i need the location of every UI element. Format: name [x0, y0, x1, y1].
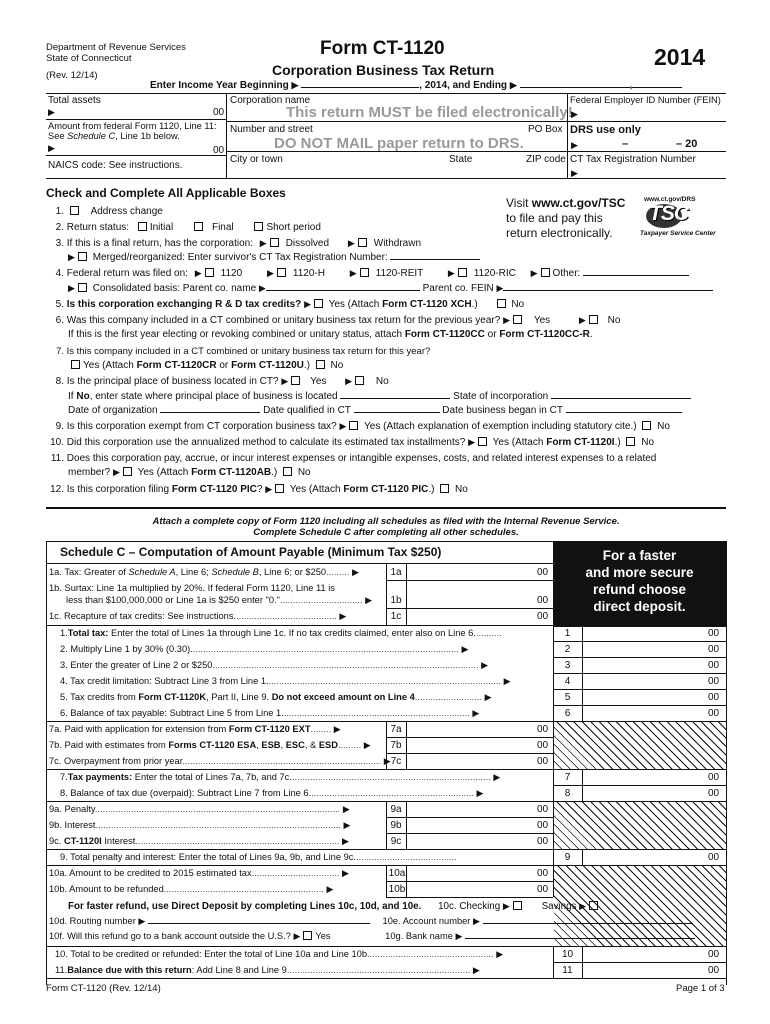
- line-11-field[interactable]: [584, 963, 704, 977]
- arrow-icon: ▶: [509, 80, 517, 90]
- line-5-cents: 00: [708, 692, 720, 703]
- savings-checkbox[interactable]: [589, 901, 598, 910]
- footer-page: Page 1 of 3: [676, 983, 725, 994]
- right-box-1: 1: [564, 628, 571, 639]
- rd-yes-checkbox[interactable]: [314, 299, 323, 308]
- income-year-label: Enter Income Year Beginning: [150, 80, 289, 91]
- line-1b-cents: 00: [537, 595, 549, 606]
- right-box-2: 2: [564, 644, 571, 655]
- dept-name: Department of Revenue Services: [46, 42, 186, 53]
- bank-name-field[interactable]: [465, 938, 695, 939]
- item-8: 8. Is the principal place of business located in CT? ▶ Yes ▶ No: [55, 376, 389, 387]
- line-9c-label: 9c. CT-1120I Interest............................................................................... ▶: [49, 836, 349, 846]
- f1120ric-checkbox[interactable]: [458, 268, 467, 277]
- state-incorporation-field[interactable]: [551, 398, 691, 399]
- corp-name-label: Corporation name: [230, 95, 311, 106]
- hatched-area: [554, 802, 726, 849]
- item-4-consol: ▶ Consolidated basis: Parent co. name ▶ Parent co. FEIN ▶: [68, 283, 713, 294]
- state-label: State: [449, 154, 473, 165]
- other-checkbox[interactable]: [541, 268, 550, 277]
- this-year-no-checkbox[interactable]: [316, 360, 325, 369]
- line-5-field[interactable]: [584, 690, 704, 704]
- line-9c-cents: 00: [537, 836, 549, 847]
- line-7c-label: 7c. Overpayment from prior year............................................................................. ▶: [49, 756, 391, 766]
- arrow-icon: ▶: [571, 140, 578, 150]
- line-10a-field[interactable]: [410, 866, 534, 880]
- total-assets-cents: 00: [213, 107, 225, 118]
- line-1b-label: 1b. Surtax: Line 1a multiplied by 20%. If federal Form 1120, Line 11 is: [49, 583, 335, 593]
- line-11-label: 11.Balance due with this return: Add Line 8 and Line 9....................................................................... ▶: [55, 965, 480, 975]
- line-9a-field[interactable]: [408, 802, 534, 816]
- item-2: 2. Return status: Initial Final Short period: [55, 222, 321, 233]
- line-9-cents: 00: [708, 852, 720, 863]
- city-label: City or town: [230, 154, 283, 165]
- line-10b-field[interactable]: [410, 882, 534, 896]
- foreign-yes-checkbox[interactable]: [303, 931, 312, 940]
- f1120reit-checkbox[interactable]: [360, 268, 369, 277]
- line-9c-field[interactable]: [408, 834, 534, 848]
- right-box-7: 7: [564, 772, 571, 783]
- arrow-icon: ▶: [291, 80, 299, 90]
- line-4-field[interactable]: [584, 674, 704, 688]
- exempt-yes-checkbox[interactable]: [349, 421, 358, 430]
- line-9-field[interactable]: [584, 850, 704, 864]
- initial-checkbox[interactable]: [138, 222, 147, 231]
- line-7c-cents: 00: [537, 756, 549, 767]
- right-box-9: 9: [564, 852, 571, 863]
- box-10b: 10b: [388, 884, 406, 895]
- item-11-options: member? ▶ Yes (Attach Form CT-1120AB.) No: [68, 467, 311, 478]
- date-org-field[interactable]: [160, 412, 260, 413]
- f1120h-checkbox[interactable]: [277, 268, 286, 277]
- comma-label: ,: [629, 80, 633, 91]
- item-6: 6. Was this company included in a CT combined or unitary business tax return for the previous year? ▶ Yes ▶ No: [55, 315, 621, 326]
- item-12: 12. Is this corporation filing Form CT-1120 PIC? ▶ Yes (Attach Form CT-1120 PIC.) No: [50, 484, 468, 495]
- naics-label: NAICS code: See instructions.: [48, 160, 183, 171]
- item-8-dates: Date of organization Date qualified in CT Date business began in CT: [68, 405, 682, 416]
- final-checkbox[interactable]: [194, 222, 203, 231]
- short-period-checkbox[interactable]: [254, 222, 263, 231]
- line-10-cents: 00: [708, 949, 720, 960]
- prev-combined-yes-checkbox[interactable]: [513, 315, 522, 324]
- item-4: 4. Federal return was filed on: ▶ 1120 ▶ 1120-H ▶ 1120-REIT ▶ 1120-RIC ▶ Other:: [46, 268, 689, 279]
- this-year-yes-checkbox[interactable]: [71, 360, 80, 369]
- check-title: Check and Complete All Applicable Boxes: [46, 186, 286, 200]
- line-4-cents: 00: [708, 676, 720, 687]
- line-10a-label: 10a. Amount to be credited to 2015 estimated tax.................................. ▶: [49, 868, 349, 878]
- box-1b: 1b: [390, 595, 402, 606]
- merged-checkbox[interactable]: [78, 252, 87, 261]
- item-5: 5. Is this corporation exchanging R & D tax credits? ▶ Yes (Attach Form CT-1120 XCH.) No: [55, 299, 525, 310]
- line-8-field[interactable]: [584, 786, 704, 800]
- box-9a: 9a: [390, 804, 402, 815]
- federal-amount-field[interactable]: [60, 140, 212, 153]
- parent-name-field[interactable]: [266, 290, 420, 291]
- related-yes-checkbox[interactable]: [123, 467, 132, 476]
- line-8-label: 8. Balance of tax due (overpaid): Subtract Line 7 from Line 6................................................................ ▶: [60, 788, 484, 798]
- line-10-label: 10. Total to be credited or refunded: Enter the total of Line 10a and Line 10b................................................. ▶: [55, 949, 504, 959]
- complete-notice: Complete Schedule C after completing all other schedules.: [253, 527, 519, 538]
- line-9b-label: 9b. Interest............................................................................................... ▶: [49, 820, 351, 830]
- right-box-8: 8: [564, 788, 571, 799]
- ct-place-yes-checkbox[interactable]: [291, 376, 300, 385]
- ct-reg-label: CT Tax Registration Number: [570, 154, 696, 165]
- line-7-field[interactable]: [584, 770, 704, 784]
- parent-fein-field[interactable]: [503, 290, 713, 291]
- other-field[interactable]: [583, 275, 689, 276]
- right-box-11: 11: [562, 965, 573, 976]
- box-1c: 1c: [390, 611, 402, 622]
- line-2-cents: 00: [708, 644, 720, 655]
- routing-row: 10d. Routing number ▶ 10e. Account number ▶: [49, 916, 693, 927]
- consolidated-checkbox[interactable]: [78, 283, 87, 292]
- year-mid-label: , 2014, and Ending: [419, 80, 508, 91]
- visit-notice: Visit www.ct.gov/TSC to file and pay this return electronically.: [506, 196, 626, 240]
- zip-label: ZIP code: [526, 154, 566, 165]
- right-box-3: 3: [564, 660, 571, 671]
- direct-deposit-row: For faster refund, use Direct Deposit by completing Lines 10c, 10d, and 10e. 10c. Checking ▶ Savings ▶: [68, 901, 601, 912]
- line-7b-label: 7b. Paid with estimates from Forms CT-1120 ESA, ESB, ESC, & ESD......... ▶: [49, 740, 371, 750]
- exempt-no-checkbox[interactable]: [642, 421, 651, 430]
- line-11-cents: 00: [708, 965, 720, 976]
- item-8-state: If No, enter state where principal place of business is located State of incorporation: [68, 391, 691, 402]
- line-2-label: 2. Multiply Line 1 by 30% (0.30)........................................................................................................ ▶: [60, 644, 469, 654]
- line-10-field[interactable]: [584, 947, 704, 961]
- line-9a-cents: 00: [537, 804, 549, 815]
- line-3-field[interactable]: [584, 658, 704, 672]
- fein-field[interactable]: [582, 105, 724, 119]
- checking-checkbox[interactable]: [513, 901, 522, 910]
- line-8-cents: 00: [708, 788, 720, 799]
- line-9a-label: 9a. Penalty............................................................................................... ▶: [49, 804, 350, 814]
- line-3-cents: 00: [708, 660, 720, 671]
- line-7c-field[interactable]: [408, 754, 534, 768]
- item-7: 7. Is this company included in a CT combined or unitary business tax return for this year?: [56, 346, 431, 357]
- line-6-cents: 00: [708, 708, 720, 719]
- line-1-cents: 00: [708, 628, 720, 639]
- item-6-note: If this is the first year electing or revoking combined or unitary status, attach Form CT-1120CC or Form CT-1120CC-R.: [68, 329, 593, 340]
- street-label: Number and street: [230, 124, 313, 135]
- foreign-row: 10f. Will this refund go to a bank account outside the U.S.? ▶ Yes 10g. Bank name ▶: [49, 931, 695, 942]
- line-7a-field[interactable]: [408, 722, 534, 736]
- tsc-logo: www.ct.gov/DRS TSC Taxpayer Service Center: [640, 196, 716, 237]
- withdrawn-checkbox[interactable]: [358, 238, 367, 247]
- end-date-field[interactable]: [520, 87, 630, 88]
- date-qualified-field[interactable]: [354, 412, 440, 413]
- line-1a-field[interactable]: [408, 565, 534, 579]
- electronic-notice: This return MUST be filed electronically!: [286, 104, 573, 121]
- po-box-label: PO Box: [528, 124, 563, 135]
- street-field[interactable]: [230, 135, 565, 150]
- arrow-icon: ▶: [571, 168, 578, 178]
- line-7b-cents: 00: [537, 740, 549, 751]
- state-name: State of Connecticut: [46, 53, 132, 64]
- line-2-field[interactable]: [584, 642, 704, 656]
- form-title: Form CT-1120: [320, 38, 445, 59]
- dissolved-checkbox[interactable]: [270, 238, 279, 247]
- fein-label: Federal Employer ID Number (FEIN): [570, 95, 721, 105]
- survivor-reg-field[interactable]: [390, 259, 480, 260]
- end-year-field[interactable]: [632, 87, 682, 88]
- line-7b-field[interactable]: [408, 738, 534, 752]
- annualized-no-checkbox[interactable]: [626, 437, 635, 446]
- line-4-label: 4. Tax credit limitation: Subtract Line 3 from Line 1........................................................................................... ▶: [60, 676, 511, 686]
- line-3-label: 3. Enter the greater of Line 2 or $250....................................................................................................... ▶: [60, 660, 489, 670]
- direct-deposit-promo: For a faster and more secure refund choose direct deposit.: [553, 541, 726, 627]
- arrow-icon: ▶: [571, 109, 578, 119]
- box-10a: 10a: [388, 868, 406, 879]
- hatched-area: [554, 722, 726, 769]
- drs-dash20: – 20: [676, 138, 698, 150]
- address-change-checkbox[interactable]: [70, 206, 79, 215]
- revision: (Rev. 12/14): [46, 70, 98, 81]
- attach-notice: Attach a complete copy of Form 1120 including all schedules as filed with the Internal Revenue Service.: [152, 516, 620, 527]
- ct-reg-field[interactable]: [582, 164, 724, 177]
- no-mail-notice: DO NOT MAIL paper return to DRS.: [274, 135, 524, 152]
- box-7a: 7a: [390, 724, 402, 735]
- line-1-field[interactable]: [584, 626, 704, 640]
- line-9b-field[interactable]: [408, 818, 534, 832]
- city-field[interactable]: [230, 164, 565, 177]
- ct-place-no-checkbox[interactable]: [355, 376, 364, 385]
- line-5-label: 5. Tax credits from Form CT-1120K, Part II, Line 9. Do not exceed amount on Line 4.......................... ▶: [60, 692, 492, 702]
- box-7b: 7b: [390, 740, 402, 751]
- routing-number-field[interactable]: [148, 923, 370, 924]
- income-year-row: [150, 80, 682, 91]
- line-9-label: 9. Total penalty and interest: Enter the total of Lines 9a, 9b, and Line 9c........................................: [60, 852, 457, 862]
- annualized-yes-checkbox[interactable]: [478, 437, 487, 446]
- item-10: 10. Did this corporation use the annualized method to calculate its estimated tax installments? ▶ Yes (Attach Form CT-1120I.) No: [50, 437, 655, 448]
- drs-dash: –: [622, 138, 629, 150]
- footer-form-id: Form CT-1120 (Rev. 12/14): [46, 983, 161, 994]
- total-assets-field[interactable]: [60, 104, 212, 117]
- box-7c: 7c: [390, 756, 402, 767]
- line-1b-field[interactable]: [408, 582, 534, 607]
- date-begun-field[interactable]: [566, 412, 682, 413]
- item-3-merged: ▶ Merged/reorganized: Enter survivor's CT Tax Registration Number:: [68, 252, 480, 263]
- line-1c-field[interactable]: [408, 609, 534, 624]
- tax-year: 2014: [654, 44, 706, 70]
- line-6-label: 6. Balance of tax payable: Subtract Line 5 from Line 1......................................................................... ▶: [60, 708, 480, 718]
- line-10a-cents: 00: [537, 868, 549, 879]
- line-7a-cents: 00: [537, 724, 549, 735]
- line-7a-label: 7a. Paid with application for extension from Form CT-1120 EXT........ ▶: [49, 724, 341, 734]
- line-1c-label: 1c. Recapture of tax credits: See instructions........................................ ▶: [49, 611, 347, 621]
- item-3: 3. If this is a final return, has the corporation: ▶ Dissolved ▶ Withdrawn: [55, 238, 422, 249]
- item-11: 11. Does this corporation pay, accrue, or incur interest expenses or intangible expenses, costs, and related interest expenses to a related: [50, 453, 657, 464]
- line-6-field[interactable]: [584, 706, 704, 720]
- item-1: 1. Address change: [55, 206, 163, 217]
- line-10b-cents: 00: [537, 884, 549, 895]
- line-7-cents: 00: [708, 772, 720, 783]
- pic-yes-checkbox[interactable]: [275, 484, 284, 493]
- prev-combined-no-checkbox[interactable]: [589, 315, 598, 324]
- rd-no-checkbox[interactable]: [497, 299, 506, 308]
- right-box-6: 6: [564, 708, 571, 719]
- box-9b: 9b: [390, 820, 402, 831]
- f1120-checkbox[interactable]: [205, 268, 214, 277]
- federal-amount-cents: 00: [213, 145, 225, 156]
- line-10b-label: 10b. Amount to be refunded.............................................................. ▶: [49, 884, 334, 894]
- line-1a-cents: 00: [537, 567, 549, 578]
- item-7-options: Yes (Attach Form CT-1120CR or Form CT-1120U.) No: [68, 360, 343, 371]
- begin-date-field[interactable]: [301, 87, 419, 88]
- arrow-icon: ▶: [48, 143, 55, 153]
- arrow-icon: ▶: [48, 107, 55, 117]
- drs-use-label: DRS use only: [570, 124, 641, 136]
- account-number-field[interactable]: [483, 923, 693, 924]
- line-1a-label: 1a. Tax: Greater of Schedule A, Line 6; Schedule B, Line 6; or $250......... ▶: [49, 567, 359, 577]
- right-box-4: 4: [564, 676, 571, 687]
- form-subtitle: Corporation Business Tax Return: [272, 62, 495, 78]
- total-assets-label: Total assets: [48, 95, 101, 106]
- box-9c: 9c: [390, 836, 402, 847]
- line-1-label: 1.Total tax: Enter the total of Lines 1a through Line 1c. If no tax credits claimed, enter also on Line 6...........: [60, 628, 502, 638]
- schedule-title: Schedule C – Computation of Amount Payable (Minimum Tax $250): [60, 545, 442, 559]
- line-1c-cents: 00: [537, 611, 549, 622]
- federal-amount-label: Amount from federal Form 1120, Line 11: See Schedule C, Line 1b below.: [48, 121, 217, 141]
- pic-no-checkbox[interactable]: [440, 484, 449, 493]
- item-9: 9. Is this corporation exempt from CT corporation business tax? ▶ Yes (Attach explanation of exemption including statutory cite.) No: [55, 421, 670, 432]
- corp-name-field[interactable]: [230, 104, 565, 120]
- line-7-label: 7.Tax payments: Enter the total of Lines 7a, 7b, and 7c.............................................................................. ▶: [60, 772, 501, 782]
- line-9b-cents: 00: [537, 820, 549, 831]
- principal-state-field[interactable]: [340, 398, 450, 399]
- box-1a: 1a: [390, 567, 402, 578]
- line-1b-label-2: less than $100,000,000 or Line 1a is $250 enter "0."................................ ▶: [66, 595, 373, 605]
- right-box-5: 5: [564, 692, 571, 703]
- related-no-checkbox[interactable]: [283, 467, 292, 476]
- right-box-10: 10: [561, 949, 574, 960]
